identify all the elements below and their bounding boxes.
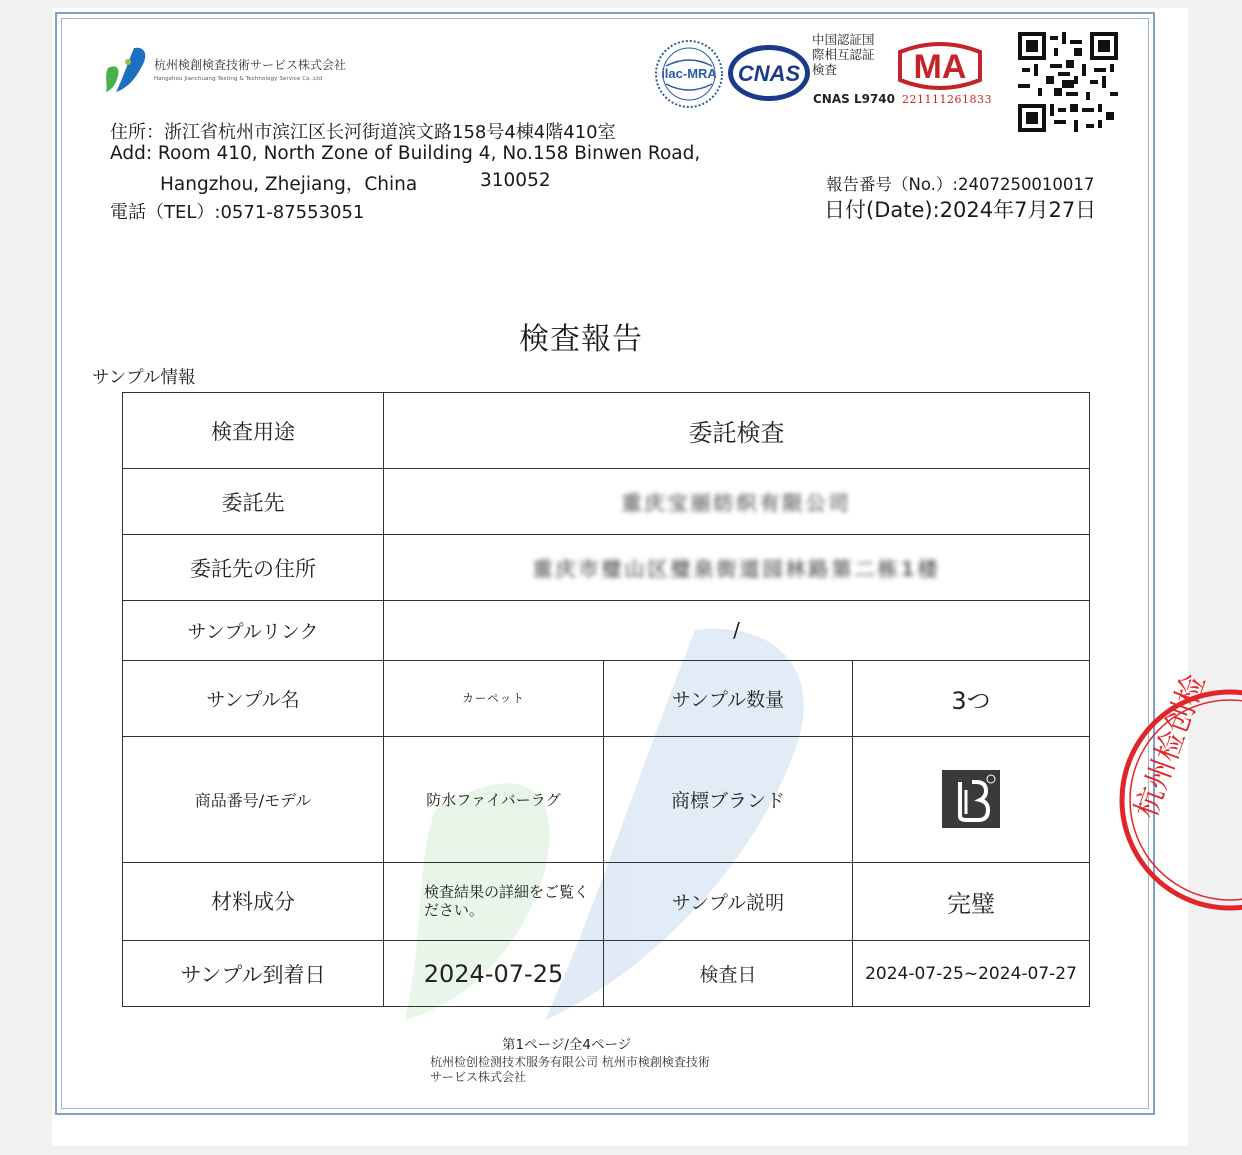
- sample-info-table: [122, 392, 1090, 1007]
- sample-desc-value: 完璧: [853, 862, 1090, 941]
- company-name-en: Hangzhou Jianchuang Testing & Technology Service Co.,Ltd: [154, 76, 323, 82]
- company-name-jp: 杭州検創検査技術サービス株式会社: [154, 58, 347, 72]
- report-date: 日付(Date):2024年7月27日: [824, 198, 1097, 222]
- postcode: 310052: [480, 170, 551, 191]
- brand-logo-icon: [942, 770, 1000, 828]
- brand-label: 商標ブランド: [604, 737, 853, 862]
- address-en-line1: Add: Room 410, North Zone of Building 4, No.158 Binwen Road,: [110, 143, 701, 164]
- sample-name-value: カーペット: [384, 660, 604, 736]
- table-row: [123, 601, 1090, 660]
- test-date-value: 2024-07-25~2024-07-27: [853, 941, 1090, 1007]
- client-address-value-redacted: 重庆市璧山区璧泉街道园林路第二栋1楼: [532, 557, 941, 582]
- purpose-label: 検査用途: [123, 393, 384, 469]
- ilac-mra-logo-icon: [652, 38, 726, 110]
- cma-logo-icon: [892, 38, 988, 94]
- footer-company-line2: サービス株式会社: [430, 1070, 527, 1084]
- client-label: 委託先: [123, 469, 384, 535]
- material-label: 材料成分: [123, 862, 384, 941]
- client-value-redacted: 重庆宝丽纺织有限公司: [621, 491, 852, 516]
- svg-text:ilac-MRA: ilac-MRA: [661, 66, 717, 81]
- arrival-date-label: サンプル到着日: [123, 941, 384, 1007]
- table-row: [123, 393, 1090, 469]
- material-value: 検査結果の詳細をご覧ください。: [384, 862, 604, 941]
- svg-text:CNAS: CNAS: [737, 61, 801, 86]
- client-address-label: 委託先の住所: [123, 535, 384, 601]
- sample-qty-value: 3つ: [853, 660, 1090, 736]
- section-heading: サンプル情報: [92, 368, 196, 388]
- company-logo-icon: [104, 46, 148, 94]
- address-jp: 住所：浙江省杭州市滨江区长河街道滨文路158号4棟4階410室: [110, 122, 616, 143]
- telephone: 電話（TEL）:0571-87553051: [110, 202, 365, 223]
- client-address-value-cell: [384, 535, 1090, 601]
- model-value: 防水ファイバーラグ: [384, 737, 604, 862]
- table-row: [123, 862, 1090, 941]
- cma-number: 221111261833: [902, 93, 992, 106]
- cnas-caption: 中国認証国際相互認証検査: [812, 32, 875, 77]
- arrival-date-value: 2024-07-25: [384, 941, 604, 1007]
- brand-value-cell: [853, 737, 1090, 862]
- table-row: [123, 660, 1090, 736]
- footer-company-line1: 杭州检创检测技术服务有限公司 杭州市検創検査技術: [430, 1055, 710, 1069]
- page-number: 第1ページ/全4ページ: [502, 1037, 632, 1053]
- table-row: [123, 941, 1090, 1007]
- sample-link-label: サンプルリンク: [123, 601, 384, 660]
- cnas-logo-icon: [726, 42, 812, 104]
- report-number: 報告番号（No.）:2407250010017: [826, 175, 1095, 194]
- address-en-line2: Hangzhou, Zhejiang，China: [160, 174, 418, 195]
- purpose-value: 委託検査: [384, 393, 1090, 469]
- test-date-label: 検査日: [604, 941, 853, 1007]
- sample-desc-label: サンプル説明: [604, 862, 853, 941]
- table-row: [123, 535, 1090, 601]
- svg-text:MA: MA: [913, 48, 967, 86]
- sample-qty-label: サンプル数量: [604, 660, 853, 736]
- cnas-number: CNAS L9740: [813, 92, 896, 106]
- report-title: 検査報告: [519, 322, 643, 357]
- sample-name-label: サンプル名: [123, 660, 384, 736]
- svg-text:杭州检创检: 杭州检创检: [1128, 669, 1213, 823]
- official-stamp-icon: [1110, 669, 1213, 930]
- model-label: 商品番号/モデル: [123, 737, 384, 862]
- sample-link-value: /: [384, 601, 1090, 660]
- qr-code-icon: [1018, 32, 1118, 132]
- table-row: [123, 469, 1090, 535]
- client-value-cell: [384, 469, 1090, 535]
- table-row: [123, 737, 1090, 862]
